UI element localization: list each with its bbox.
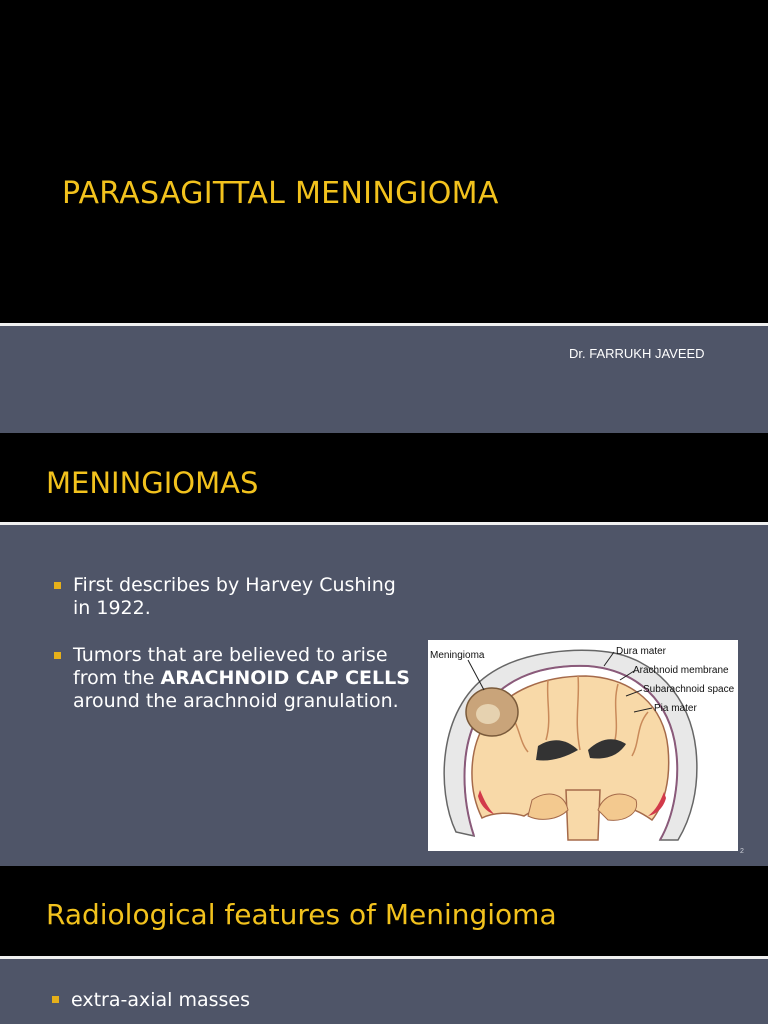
bullet-square-icon: [54, 582, 61, 589]
label-pia-mater: Pia mater: [654, 703, 697, 714]
slide-2-title: MENINGIOMAS: [46, 466, 259, 500]
bullet-square-icon: [54, 652, 61, 659]
meninges-diagram: [428, 640, 738, 851]
list-item: [50, 988, 750, 1013]
slide-3-title: Radiological features of Meningioma: [46, 898, 557, 931]
list-item: [52, 644, 412, 713]
brain-cross-section-illustration: [428, 640, 738, 851]
bullet-text-post: around the arachnoid granulation.: [73, 690, 399, 712]
bullet-text-pre: Tumors that are believed to arise from the: [73, 644, 388, 689]
label-dura-mater: Dura mater: [616, 646, 667, 657]
label-arachnoid-membrane: Arachnoid membrane: [633, 665, 729, 676]
bullet-text: extra-axial masses: [71, 989, 251, 1011]
tumor-core: [476, 704, 500, 724]
author-name: Dr. FARRUKH JAVEED: [569, 346, 705, 361]
slide-1-body: [0, 326, 768, 433]
list-item: [52, 574, 412, 620]
slide-2-bullet-list: [52, 574, 412, 737]
slide-1-title-band: [0, 0, 768, 323]
brainstem: [566, 790, 600, 840]
bullet-text: First describes by Harvey Cushing in 1922.: [73, 574, 396, 619]
slide-number: 2: [740, 848, 744, 855]
label-subarachnoid-space: Subarachnoid space: [643, 684, 735, 695]
slide-3-bullet-list: [50, 988, 750, 1013]
bullet-square-icon: [52, 996, 59, 1003]
bullet-text-bold: ARACHNOID CAP CELLS: [160, 667, 410, 689]
slide-1-title: PARASAGITTAL MENINGIOMA: [62, 176, 499, 211]
label-meningioma: Meningioma: [430, 650, 485, 661]
